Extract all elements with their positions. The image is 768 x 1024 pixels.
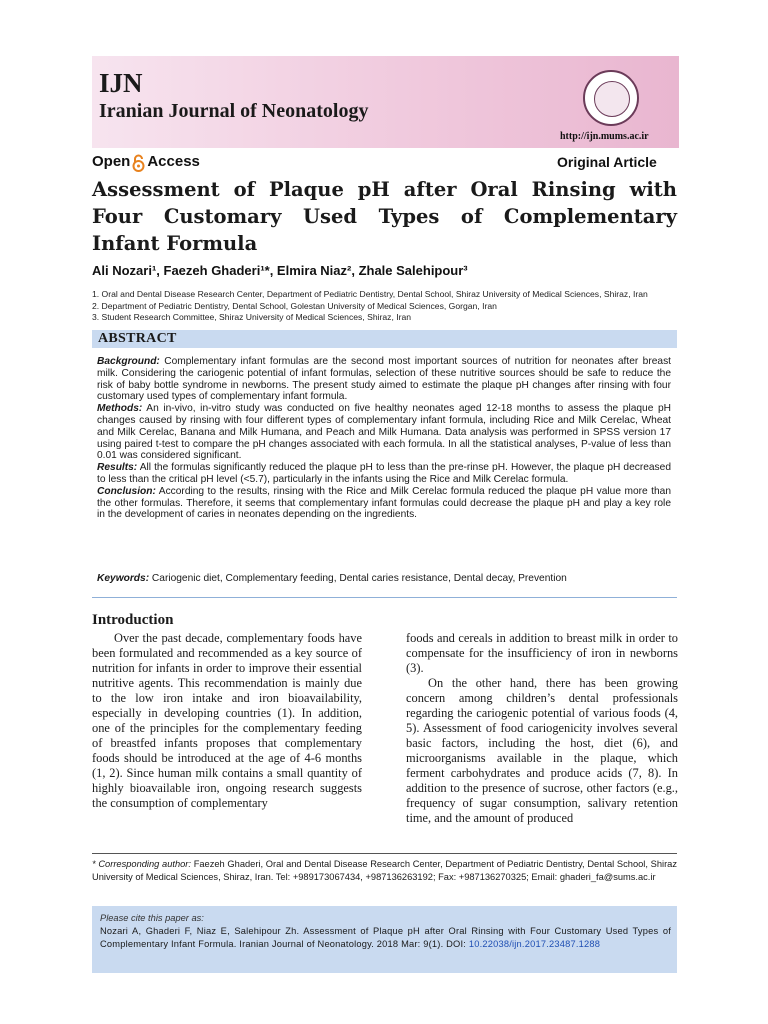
university-seal-icon (583, 70, 639, 126)
citation-reference: Nozari A, Ghaderi F, Niaz E, Salehipour Zh. Assessment of Plaque pH after Oral Rinsing with Four Customary Used Types of Complementary Infant Formula. Iranian Journal of Neonatology. 2018 Mar: 9(1). DOI: (100, 926, 671, 949)
open-access-label-right: Access (147, 152, 200, 170)
abstract-results (97, 462, 671, 486)
results-label: Results: (97, 462, 138, 474)
citation (100, 912, 671, 951)
open-access-badge (92, 152, 200, 170)
abstract-background (97, 356, 671, 403)
keywords-label: Keywords: (97, 573, 150, 584)
corresponding-author-note (92, 858, 677, 883)
keywords-text: Cariogenic diet, Complementary feeding, Dental caries resistance, Dental decay, Prevention (149, 573, 567, 584)
corresponding-author-text: Faezeh Ghaderi, Oral and Dental Disease Research Center, Department of Pediatric Dentistry, Dental School, Shiraz University of Medical Sciences, Shiraz, Iran. Tel: +989173067434, +987136263192; Fax: +987136270325; Email: ghaderi_fa@sums.ac.ir (92, 859, 677, 882)
introduction-heading: Introduction (92, 612, 174, 628)
conclusion-label: Conclusion: (97, 485, 156, 497)
journal-abbreviation: IJN (99, 68, 143, 98)
journal-url[interactable]: http://ijn.mums.ac.ir (560, 131, 649, 142)
abstract-body (97, 356, 671, 521)
abstract-methods (97, 403, 671, 462)
journal-name: Iranian Journal of Neonatology (99, 100, 369, 122)
results-text: All the formulas significantly reduced the plaque pH to less than the pre-rinse pH. However, the plaque pH decreased to less than the critical pH level (<5.7), particularly in the infants using the Rice and Milk Cerelac formula. (97, 462, 671, 485)
citation-label: Please cite this paper as: (100, 913, 204, 923)
affiliation-item: 1. Oral and Dental Disease Research Center, Department of Pediatric Dentistry, Dental School, Shiraz University of Medical Sciences, Shiraz, Iran (92, 289, 648, 299)
methods-label: Methods: (97, 403, 143, 415)
affiliation-item: 2. Department of Pediatric Dentistry, Dental School, Golestan University of Medical Sciences, Gorgan, Iran (92, 300, 497, 311)
abstract-conclusion (97, 486, 671, 521)
affiliation-item: 3. Student Research Committee, Shiraz University of Medical Sciences, Shiraz, Iran (92, 312, 412, 322)
background-text: Complementary infant formulas are the second most important sources of nutrition for neonates after breast milk. Considering the cariogenic potential of infant formulas, selection of these nutritive sources should be safe to reduce the risk of baby bottle syndrome in newborns. The present study aimed to estimate the plaque pH changes after rinsing with four customary used types of complementary infant formula. (97, 356, 671, 403)
corresponding-author-label: * Corresponding author: (92, 859, 191, 869)
body-column-right (406, 631, 678, 826)
abstract-heading-bar (92, 330, 677, 348)
intro-paragraph: On the other hand, there has been growing concern among children’s dental professionals regarding the cariogenic potential of various foods (4, 5). Assessment of food cariogenicity involves several basic factors, including the host, diet (6), and microorganisms available in the plaque, which ferment carbohydrates and produce acids (7, 8). In addition to the presence of sucrose, other factors (e.g., frequency of sugar consumption, salivary retention time, and the amount of produced (406, 676, 678, 825)
abstract-heading: ABSTRACT (98, 331, 177, 346)
conclusion-text: According to the results, rinsing with the Rice and Milk Cerelac formula reduced the plaque pH value more than the other formulas. Therefore, it seems that complementary infant formulas could decrease the plaque pH and play a key role in the development of caries in neonates depending on the ingredients. (97, 485, 671, 521)
intro-paragraph: foods and cereals in addition to breast milk in order to compensate for the insufficiency of iron in newborns (3). (406, 631, 678, 675)
methods-text: An in-vivo, in-vitro study was conducted on five healthy neonates aged 12-18 months to assess the plaque pH changes caused by rinsing with four different types of complementary infant formula, including Rice and Milk Cerelac, Wheat and Milk Cerelac, Banana and Milk Humana, and Peach and Milk Humana. Data analysis was performed in SPSS version 17 using paired t-test to compare the pH changes associated with each formula. In all the statistical analyses, P-value of less than 0.01 was considered significant. (97, 403, 671, 462)
body-column-left (92, 631, 362, 811)
affiliations (92, 289, 682, 324)
doi-link[interactable]: 10.22038/ijn.2017.23487.1288 (468, 939, 601, 949)
section-divider (92, 597, 677, 598)
author-list: Ali Nozari¹, Faezeh Ghaderi¹*, Elmira Niaz², Zhale Salehipour³ (92, 263, 468, 278)
footnote-divider (92, 853, 677, 854)
paper-title: Assessment of Plaque pH after Oral Rinsing with Four Customary Used Types of Complementary Infant Formula (92, 178, 677, 255)
citation-text (100, 925, 671, 951)
open-access-lock-icon (132, 154, 145, 172)
intro-paragraph: Over the past decade, complementary foods have been formulated and recommended as a key source of nutrition for infants in order to improve their essential nutritive agents. This recommendation is mainly due to the low iron intake and iron bioavailability, especially in developing countries (1). In addition, one of the principles for the complementary feeding of breastfed infants proposes that complementary foods should be introduced at the age of 4-6 months (1, 2). Since human milk contains a small quantity of highly bioavailable iron, ongoing research suggests the consumption of complementary (92, 631, 362, 810)
keywords (97, 573, 567, 584)
background-label: Background: (97, 356, 160, 367)
open-access-label-left: Open (92, 152, 131, 170)
article-type: Original Article (557, 154, 657, 170)
